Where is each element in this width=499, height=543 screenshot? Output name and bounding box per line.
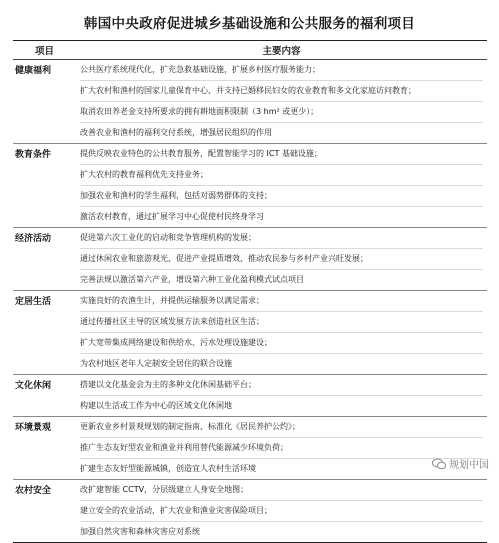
- content-item: 建立安全的农业活动，扩大农业和渔业灾害保险项目；: [80, 501, 483, 522]
- table-row: [13, 228, 487, 291]
- column-header-project: 项目: [13, 41, 76, 60]
- table-row: [13, 291, 487, 375]
- table-row: [13, 480, 487, 543]
- content-item: 更新农业乡村景观规划的制定指南，标准化《居民养护公约》；: [80, 417, 483, 438]
- content-item: 改善农业和渔村的福利交付系统，增强居民组织的作用: [80, 128, 272, 137]
- wechat-icon: [432, 458, 446, 470]
- content-item: 扩大农村的教育福利优先支持业务；: [80, 165, 483, 186]
- content-cell: [76, 480, 487, 543]
- content-item: 通过传播社区主导的区域发展方法来创造社区生活；: [80, 312, 483, 333]
- table-row: [13, 417, 487, 480]
- content-item: 激活农村教育，通过扩展学习中心促使村民终身学习: [80, 212, 264, 221]
- content-item: 促进第六次工业化的启动和竞争管理机构的发展；: [80, 228, 483, 249]
- content-item: 完善法规以激活第六产业，增设第六种工业化盈利模式试点项目: [80, 275, 304, 284]
- content-cell: [76, 60, 487, 144]
- category-cell: 环境景观: [13, 417, 76, 480]
- category-cell: 定居生活: [13, 291, 76, 375]
- table-row: [13, 144, 487, 228]
- category-cell: 教育条件: [13, 144, 76, 228]
- content-item: 取消农田养老金支持所要求的拥有耕地面积限制（3 hm² 或更少）；: [80, 102, 483, 123]
- watermark: [432, 456, 489, 471]
- content-item: 搭建以文化基金会为主的多种文化休闲基础平台；: [80, 375, 483, 396]
- watermark-text: 规划中国: [449, 460, 489, 471]
- content-cell: [76, 417, 487, 480]
- content-item: 实施良好的农渔生计，并提供运输服务以满足需求；: [80, 291, 483, 312]
- content-item: 扩建生态友好型能源城镇，创造宜人农村生活环境: [80, 464, 256, 473]
- content-item: 为农村地区老年人定制安全居住的联合设施: [80, 359, 232, 368]
- table-row: [13, 60, 487, 144]
- category-cell: 文化休闲: [13, 375, 76, 417]
- content-cell: [76, 228, 487, 291]
- category-cell: 经济活动: [13, 228, 76, 291]
- content-item: 推广生态友好型农业和渔业并利用替代能源减少环境负荷；: [80, 438, 483, 459]
- content-cell: [76, 291, 487, 375]
- content-item: 提供反映农业特色的公共教育服务，配置智能学习的 ICT 基础设施；: [80, 144, 483, 165]
- page-title: 韩国中央政府促进城乡基础设施和公共服务的福利项目: [83, 16, 416, 32]
- content-cell: [76, 375, 487, 417]
- content-item: 构建以生活或工作为中心的区域文化休闲地: [80, 401, 232, 410]
- content-item: 公共医疗系统现代化，扩充急救基础设施，扩展乡村医疗服务能力；: [80, 60, 483, 81]
- content-item: 扩大宽带集成网络建设和供给水、污水处理设施建设；: [80, 333, 483, 354]
- welfare-table: [13, 40, 487, 543]
- content-item: 改扩建智能 CCTV，分层级建立人身安全地图；: [80, 480, 483, 501]
- content-item: 加强自然灾害和森林灾害应对系统: [80, 527, 200, 536]
- category-cell: 农村安全: [13, 480, 76, 543]
- content-item: 加强农业和渔村的学生福利，包括对弱势群体的支持；: [80, 186, 483, 207]
- content-item: 扩大农村和渔村的国家儿童保育中心，并支持已婚移民妇女的农业教育和多文化家庭访问教育；: [80, 81, 483, 102]
- category-cell: 健康福利: [15, 66, 52, 76]
- content-cell: [76, 144, 487, 228]
- column-header-content: 主要内容: [76, 41, 487, 60]
- content-item: 通过休闲农业和旅游观光，促进产业提质增效，推动农民参与乡村产业兴旺发展；: [80, 249, 483, 270]
- table-row: [13, 375, 487, 417]
